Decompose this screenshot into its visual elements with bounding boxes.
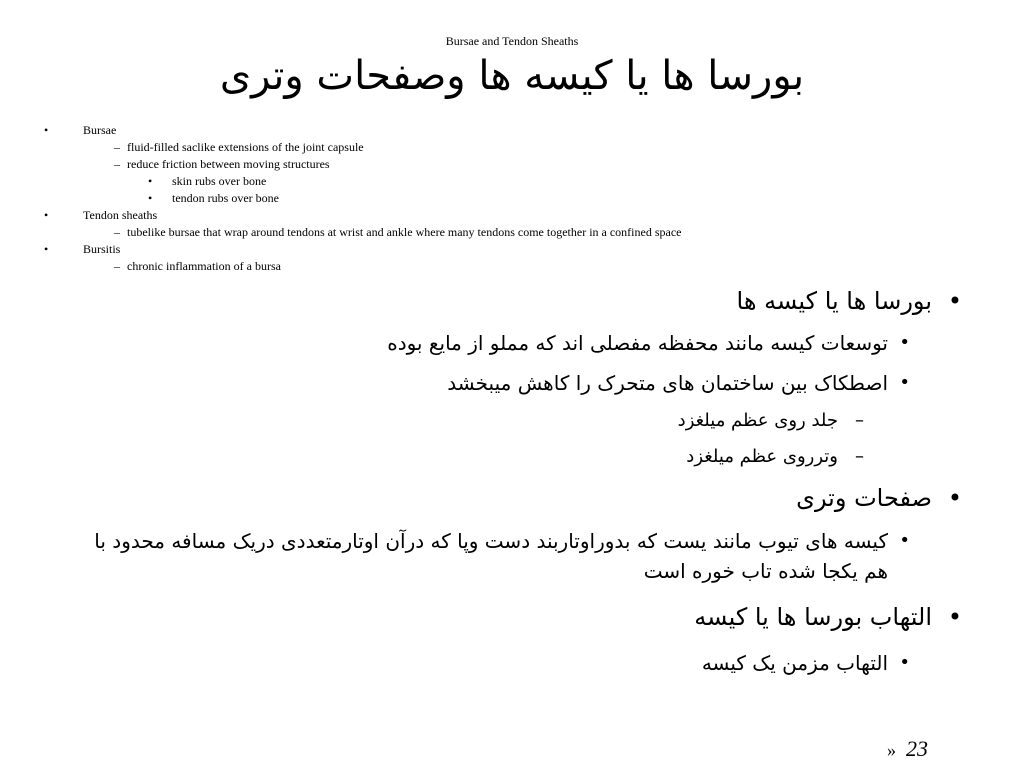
list-item bbox=[62, 600, 962, 634]
bullet-marker: • bbox=[899, 652, 910, 673]
list-item bbox=[10, 328, 910, 358]
list-item-text: fluid-filled saclike extensions of the joint capsule bbox=[127, 140, 364, 154]
list-item-text: جلد روی عظم میلغزد bbox=[677, 410, 838, 431]
list-item-text: reduce friction between moving structures bbox=[127, 157, 330, 171]
dash-marker: – bbox=[114, 225, 120, 239]
list-item-text: skin rubs over bone bbox=[172, 174, 267, 188]
next-slide-link[interactable]: » bbox=[887, 740, 896, 760]
list-item bbox=[62, 284, 962, 318]
dash-marker: – bbox=[855, 446, 864, 467]
list-item bbox=[0, 173, 1024, 190]
list-item-text: chronic inflammation of a bursa bbox=[127, 259, 281, 273]
list-item-text: tendon rubs over bone bbox=[172, 191, 279, 205]
dash-marker: – bbox=[114, 140, 120, 154]
bullet-marker: • bbox=[899, 372, 910, 393]
list-item-text: بورسا ها یا کیسه ها bbox=[736, 287, 932, 315]
bullet-marker: • bbox=[44, 242, 49, 256]
list-item-text: Tendon sheaths bbox=[83, 208, 158, 222]
list-item-text: وترروی عظم میلغزد bbox=[686, 446, 838, 467]
bullet-marker: • bbox=[44, 123, 49, 137]
bullet-marker: • bbox=[148, 191, 153, 205]
bullet-marker: • bbox=[899, 332, 910, 353]
list-item bbox=[0, 122, 1024, 139]
list-item bbox=[0, 258, 1024, 275]
list-item bbox=[0, 190, 1024, 207]
list-item bbox=[0, 156, 1024, 173]
list-item-text: توسعات کیسه مانند محفظه مفصلی اند که مملو از مایع بوده bbox=[387, 331, 888, 355]
list-item-text: Bursae bbox=[83, 123, 117, 137]
page-number: 23 bbox=[906, 736, 928, 761]
list-item-text: التهاب مزمن یک کیسه bbox=[701, 651, 888, 675]
english-outline bbox=[0, 122, 1024, 275]
list-item-text: التهاب بورسا ها یا کیسه bbox=[694, 603, 932, 631]
list-item bbox=[0, 207, 1024, 224]
dash-marker: – bbox=[114, 157, 120, 171]
bullet-marker: • bbox=[947, 287, 962, 315]
list-item bbox=[0, 241, 1024, 258]
slide-footer bbox=[887, 735, 928, 764]
english-title: Bursae and Tendon Sheaths bbox=[445, 34, 579, 48]
list-item bbox=[62, 481, 962, 515]
dash-marker: – bbox=[855, 410, 864, 431]
list-item-text: tubelike bursae that wrap around tendons at wrist and ankle where many tendons come together in a confined space bbox=[127, 225, 682, 239]
bullet-marker: • bbox=[899, 530, 910, 551]
list-item bbox=[264, 407, 864, 435]
list-item-text: اصطکاک بین ساختمان های متحرک را کاهش میبخشد bbox=[447, 371, 888, 395]
list-item bbox=[0, 139, 1024, 156]
list-item-text: کیسه های تیوب مانند یست که بدوراوتاربند دست وپا که درآن اوتارمتعددی دریک مسافه محدود با هم یکجا شده تاب خوره است bbox=[94, 529, 888, 583]
list-item bbox=[10, 526, 910, 586]
list-item-text: صفحات وتری bbox=[796, 484, 932, 512]
bullet-marker: • bbox=[44, 208, 49, 222]
list-item bbox=[10, 648, 910, 678]
list-item bbox=[264, 443, 864, 471]
list-item bbox=[0, 224, 1024, 241]
bullet-marker: • bbox=[947, 603, 962, 631]
bullet-marker: • bbox=[947, 484, 962, 512]
persian-title: بورسا ها یا کیسه ها وصفحات وتری bbox=[219, 53, 805, 99]
list-item-text: Bursitis bbox=[83, 242, 121, 256]
bullet-marker: • bbox=[148, 174, 153, 188]
dash-marker: – bbox=[114, 259, 120, 273]
list-item bbox=[10, 368, 910, 398]
